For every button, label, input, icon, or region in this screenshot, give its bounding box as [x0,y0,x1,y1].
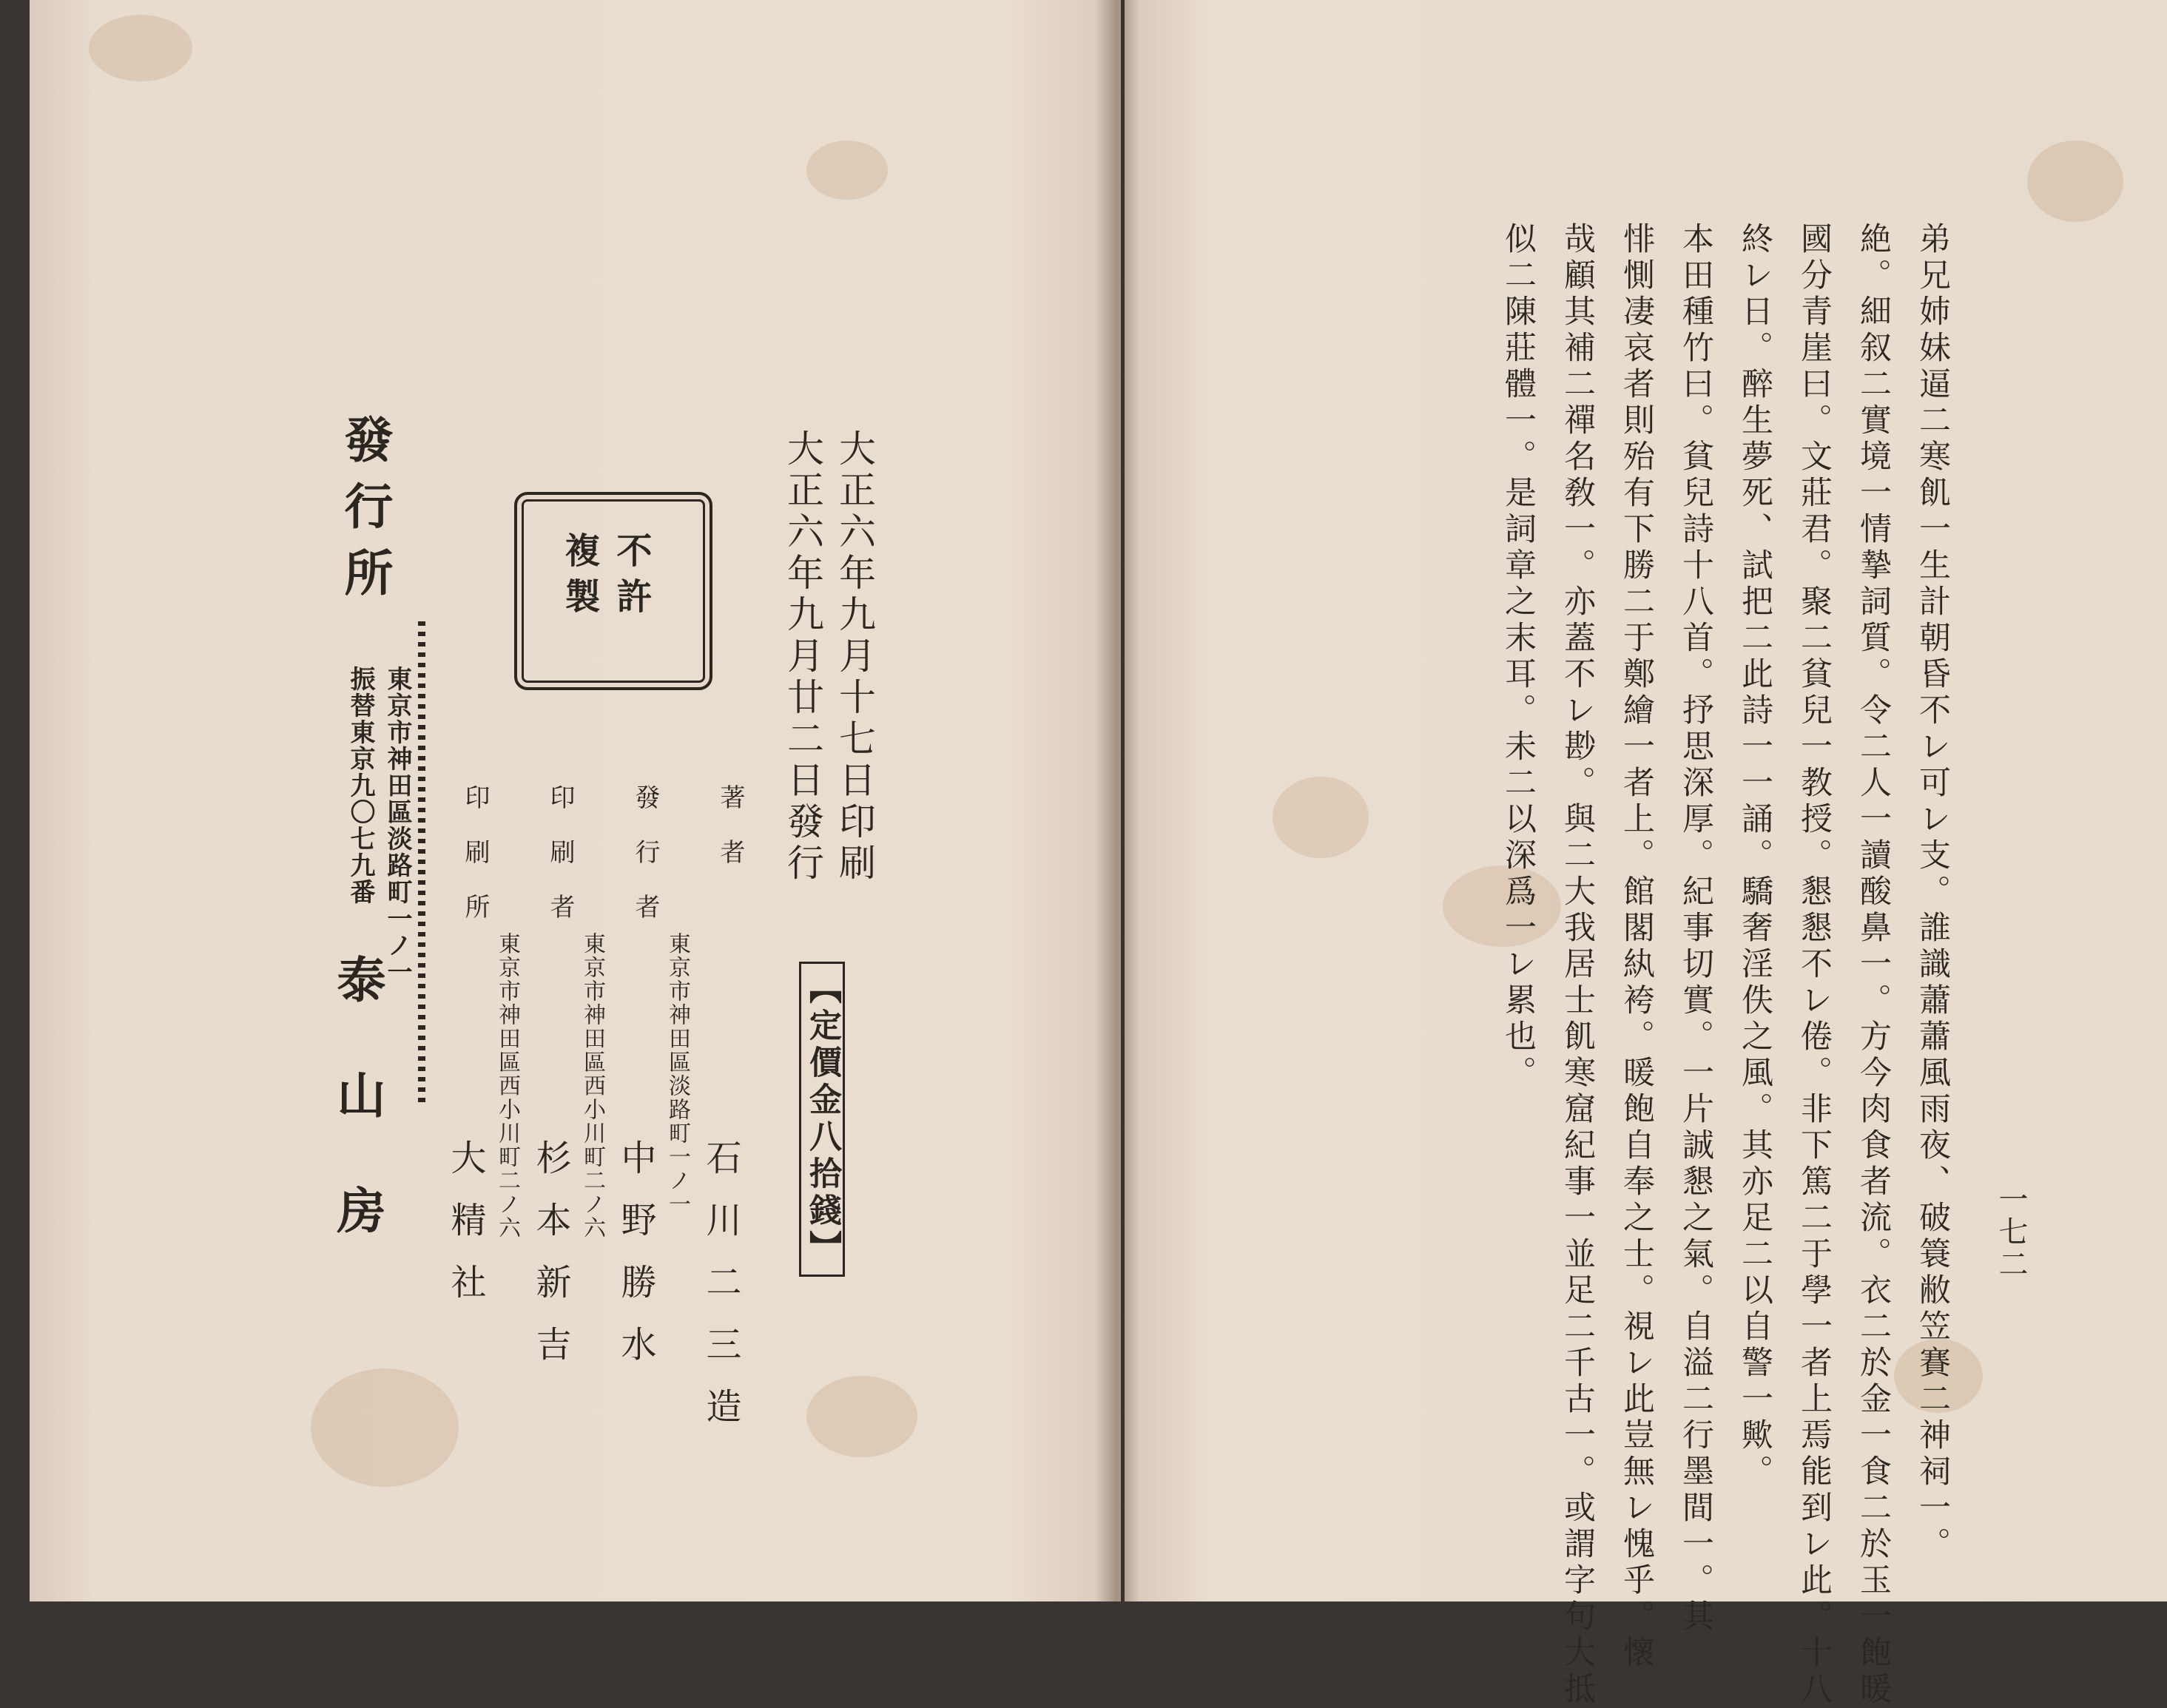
price-label: 【定價金八拾錢】 [799,962,845,1277]
publisher-label: 發行所 [336,414,394,614]
seal-text-line2: 複製 [559,532,600,624]
paper-stain [311,1368,459,1487]
publisher-address: 東京市神田區淡路町一ノ一 [382,666,412,985]
text-line-7: 哉顧其補二禪名敎一。亦蓋不レ尠。與二大我居士飢寒窟紀事一並足二千古一。或謂字句大抵 [1559,222,1596,1708]
paper-stain [2027,141,2123,222]
credit-role-author: 著者 [715,784,745,894]
paper-stain [806,141,888,200]
credit-name-publisher: 中野勝水 [615,1139,656,1388]
text-line-5: 本田種竹曰。貧兒詩十八首。抒思深厚。紀事切實。一片誠懇之氣。自溢二行墨間一。其 [1677,222,1714,1636]
text-line-4: 終レ日。醉生夢死、試把二此詩一一誦。驕奢淫佚之風。其亦足二以自警一歟。 [1736,222,1773,1491]
paper-stain [89,15,192,81]
text-line-2: 絶。細叙二實境一情摯詞質。令二人一讀酸鼻一。方今肉食者流。衣二於金一食二於玉一飽暖 [1855,222,1892,1708]
wavy-divider [418,621,425,1102]
credit-name-printer: 杉本新吉 [530,1139,571,1388]
seal-text-line1: 不許 [610,532,652,624]
credit-role-publisher: 發行者 [630,784,660,948]
credit-name-printing-house: 大精社 [445,1139,486,1326]
text-line-8: 似二陳莊體一。是詞章之末耳。未二以深爲一レ累也。 [1500,222,1537,1092]
credit-address-publisher: 東京市神田區淡路町一ノ一 [664,932,690,1216]
text-line-1: 弟兄姉妹逼二寒飢一生計朝昏不レ可レ支。誰識蕭蕭風雨夜、破簑敝笠賽二神祠一。 [1914,222,1951,1563]
publisher-transfer-account: 振替東京九〇七九番 [346,666,375,905]
book-gutter [1095,0,1139,1601]
credit-address-printer: 東京市神田區西小川町二ノ六 [579,932,605,1240]
page-number: 一七二 [1994,1184,2028,1281]
reproduction-prohibited-seal [514,492,712,690]
credit-role-printing-house: 印刷所 [460,784,490,948]
credit-role-printer: 印刷者 [545,784,575,948]
text-line-6: 悱惻凄哀者則殆有下勝二于鄭繪一者上。館閣紈袴。暖飽自奉之士。視レ此豈無レ愧乎。懷 [1618,222,1655,1672]
paper-stain [1273,777,1369,858]
colophon-page [30,0,1121,1601]
issue-date: 大正六年九月廿二日發行 [781,429,824,885]
text-line-3: 國分青崖曰。文莊君。聚二貧兒一教授。懇懇不レ倦。非下篤二于學一者上焉能到レ此。十八 [1796,222,1833,1708]
publisher-name: 泰山房 [328,954,386,1300]
printing-date: 大正六年九月十七日印刷 [833,429,876,885]
credit-name-author: 石川二三造 [700,1139,741,1450]
paper-stain [806,1376,917,1457]
credit-address-printing-house: 東京市神田區西小川町二ノ六 [494,932,520,1240]
